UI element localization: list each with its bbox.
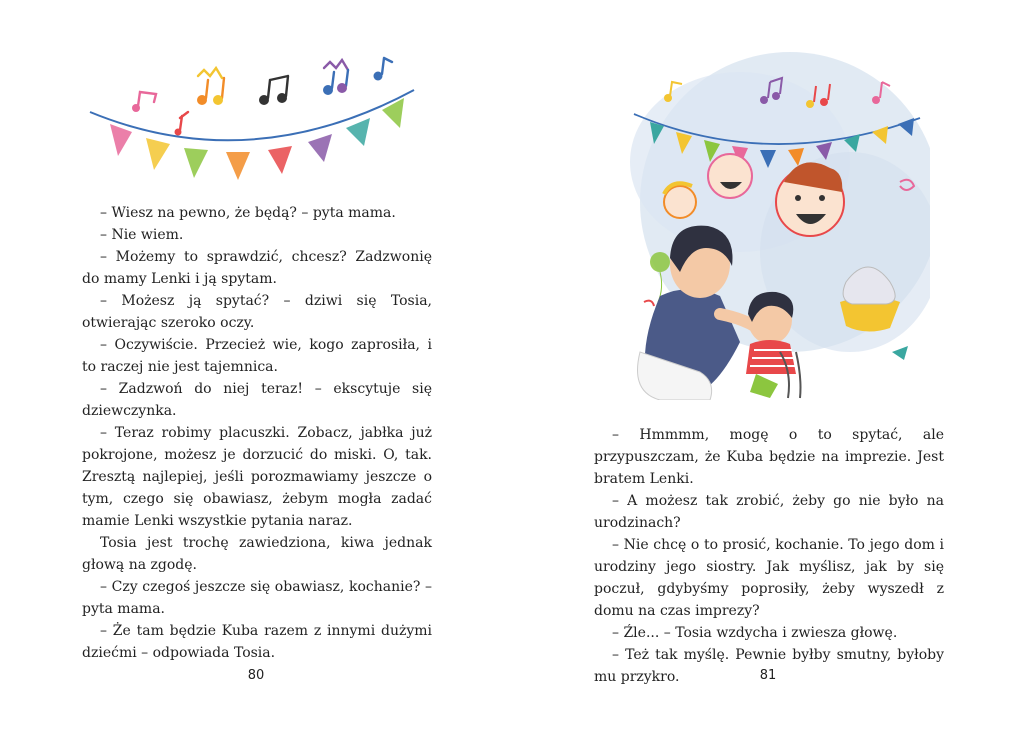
- paragraph: – Źle... – Tosia wzdycha i zwiesza głowę.: [612, 625, 898, 641]
- paragraph: – Czy czegoś jeszcze się obawiasz, kochanie? – pyta mama.: [82, 579, 432, 617]
- page-number-right: 81: [759, 668, 777, 683]
- paragraph: – Też tak myślę. Pewnie byłby smutny, byłoby mu przykro.: [594, 647, 944, 685]
- party-bunting-icon: [80, 48, 430, 188]
- left-page-text: [82, 202, 432, 664]
- paragraph: – Hmmmm, mogę o to spytać, ale przypuszczam, że Kuba będzie na imprezie. Jest bratem Lenki.: [594, 427, 944, 487]
- right-page-text: [594, 424, 944, 688]
- music-notes-icon: [132, 58, 392, 136]
- paragraph: – Zadzwoń do niej teraz! – ekscytuje się dziewczynka.: [82, 381, 432, 419]
- paragraph: – Teraz robimy placuszki. Zobacz, jabłka już pokrojone, możesz je dorzucić do miski. O, tak. Zresztą najlepiej, jeśli porozmawiamy jeszcze o tym, czego się obawiasz, żebym mogła zadać mamie Lenki wszystkie pytania naraz.: [82, 425, 432, 529]
- paragraph: – Nie chcę o to prosić, kochanie. To jego dom i urodziny jego siostry. Jak myślisz, jak by się poczuł, gdybyśmy poprosiły, żeby wyszedł z domu na czas imprezy?: [594, 537, 944, 619]
- right-page: [512, 0, 1024, 738]
- paragraph: – Że tam będzie Kuba razem z innymi dużymi dziećmi – odpowiada Tosia.: [82, 623, 432, 661]
- page-number-left: 80: [247, 668, 265, 683]
- paragraph: – Oczywiście. Przecież wie, kogo zaprosiła, i to raczej nie jest tajemnica.: [82, 337, 432, 375]
- paragraph: – A możesz tak zrobić, żeby go nie było na urodzinach?: [594, 493, 944, 531]
- paragraph: – Możesz ją spytać? – dziwi się Tosia, otwierając szeroko oczy.: [82, 293, 432, 331]
- paragraph: – Wiesz na pewno, że będą? – pyta mama.: [100, 205, 396, 221]
- mother-and-child-illustration-icon: [620, 52, 930, 400]
- paragraph: – Nie wiem.: [100, 227, 184, 243]
- paragraph: Tosia jest trochę zawiedziona, kiwa jednak głową na zgodę.: [82, 535, 432, 573]
- paragraph: – Możemy to sprawdzić, chcesz? Zadzwonię do mamy Lenki i ją spytam.: [82, 249, 432, 287]
